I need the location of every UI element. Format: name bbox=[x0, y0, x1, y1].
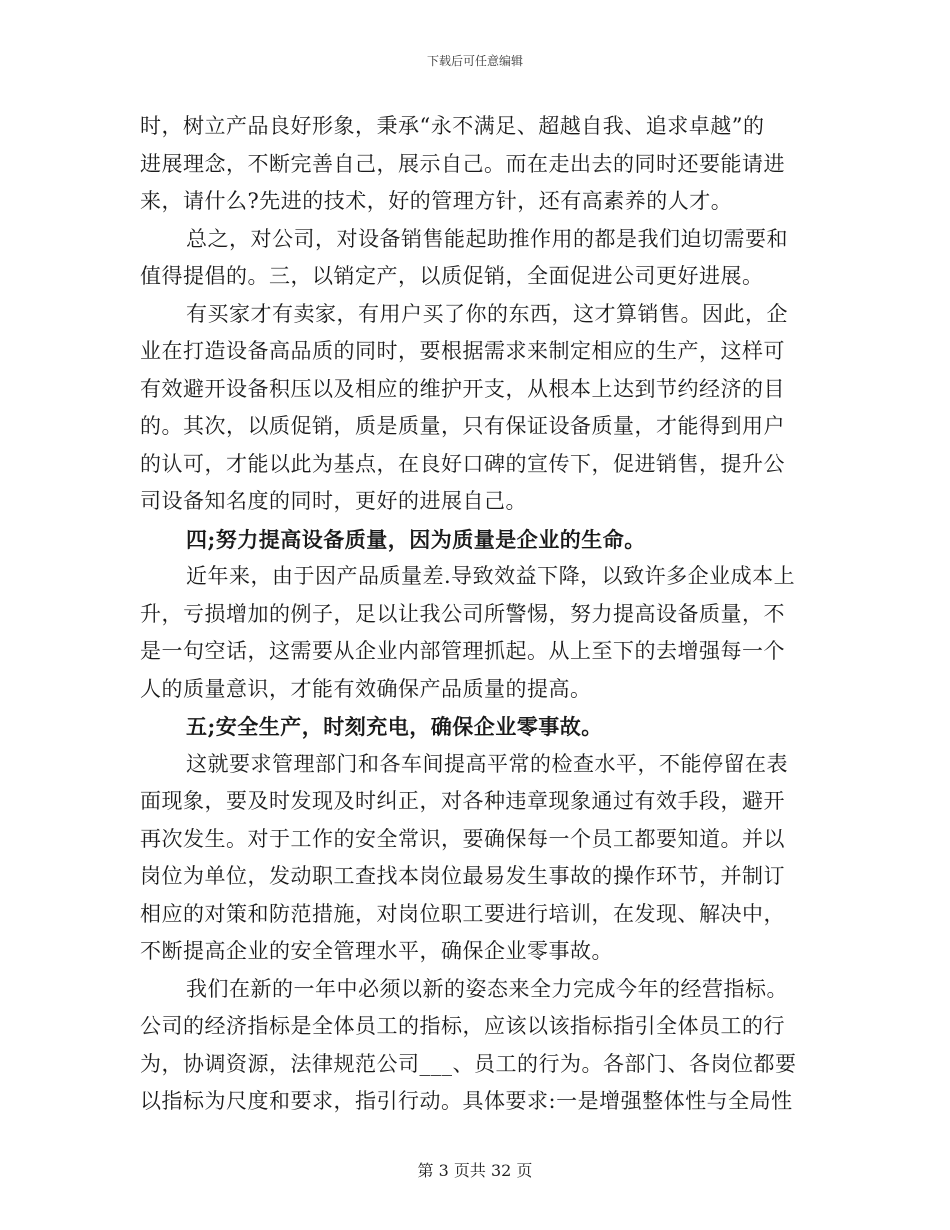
text-line: 不断提高企业的安全管理水平，确保企业零事故。 bbox=[140, 939, 613, 963]
section-heading-5: 五;安全生产，时刻充电，确保企业零事故。 bbox=[186, 714, 603, 739]
text-line: 人的质量意识，才能有效确保产品质量的提高。 bbox=[140, 676, 592, 701]
text-line: 公司的经济指标是全体员工的指标，应该以该指标指引全体员工的行 bbox=[140, 1014, 785, 1038]
document-body bbox=[140, 108, 805, 1121]
text-line: 有效避开设备积压以及相应的维护开支，从根本上达到节约经济的目 bbox=[140, 376, 785, 401]
text-line: 是一句空话，这需要从企业内部管理抓起。从上至下的去增强每一个 bbox=[140, 639, 785, 663]
text-line: 时，树立产品良好形象，秉承“永不满足、超越自我、追求卓越”的 bbox=[140, 114, 765, 138]
text-line: 司设备知名度的同时，更好的进展自己。 bbox=[140, 489, 527, 513]
text-line: 的认可，才能以此为基点，在良好口碑的宣传下，促进销售，提升公 bbox=[140, 451, 785, 476]
text-line: 进展理念，不断完善自己，展示自己。而在走出去的同时还要能请进 bbox=[140, 151, 785, 176]
paragraph-start: 有买家才有卖家，有用户买了你的东西，这才算销售。因此，企 bbox=[186, 301, 788, 326]
paragraph-start: 近年来，由于因产品质量差.导致效益下降，以致许多企业成本上 bbox=[186, 564, 796, 588]
paragraph-start: 总之，对公司，对设备销售能起助推作用的都是我们迫切需要和 bbox=[186, 226, 788, 251]
text-line: 再次发生。对于工作的安全常识，要确保每一个员工都要知道。并以 bbox=[140, 826, 785, 851]
text-line: 业在打造设备高品质的同时，要根据需求来制定相应的生产，这样可 bbox=[140, 339, 785, 363]
paragraph-start: 这就要求管理部门和各车间提高平常的检查水平，不能停留在表 bbox=[186, 751, 788, 776]
text-line: 升，亏损增加的例子，足以让我公司所警惕，努力提高设备质量，不 bbox=[140, 601, 785, 626]
text-line: 岗位为单位，发动职工查找本岗位最易发生事故的操作环节，并制订 bbox=[140, 864, 785, 888]
text-line: 值得提倡的。三，以销定产，以质促销，全面促进公司更好进展。 bbox=[140, 264, 764, 288]
text-line: 面现象，要及时发现及时纠正，对各种违章现象通过有效手段，避开 bbox=[140, 789, 785, 813]
page-header: 下载后可任意编辑 bbox=[426, 54, 523, 68]
paragraph-start: 我们在新的一年中必须以新的姿态来全力完成今年的经营指标。 bbox=[186, 976, 788, 1001]
section-heading-4: 四;努力提高设备质量，因为质量是企业的生命。 bbox=[186, 526, 646, 552]
text-line: 相应的对策和防范措施，对岗位职工要进行培训，在发现、解决中， bbox=[140, 901, 785, 926]
text-line: 为，协调资源，法律规范公司___、员工的行为。各部门、各岗位都要 bbox=[140, 1051, 797, 1076]
page-footer: 第 3 页共 32 页 bbox=[417, 1161, 533, 1180]
text-line: 来，请什么?先进的技术，好的管理方针，还有高素养的人才。 bbox=[140, 189, 733, 213]
text-line: 的。其次，以质促销，质是质量，只有保证设备质量，才能得到用户 bbox=[140, 414, 785, 438]
text-line: 以指标为尺度和要求，指引行动。具体要求:一是增强整体性与全局性 bbox=[140, 1089, 793, 1113]
